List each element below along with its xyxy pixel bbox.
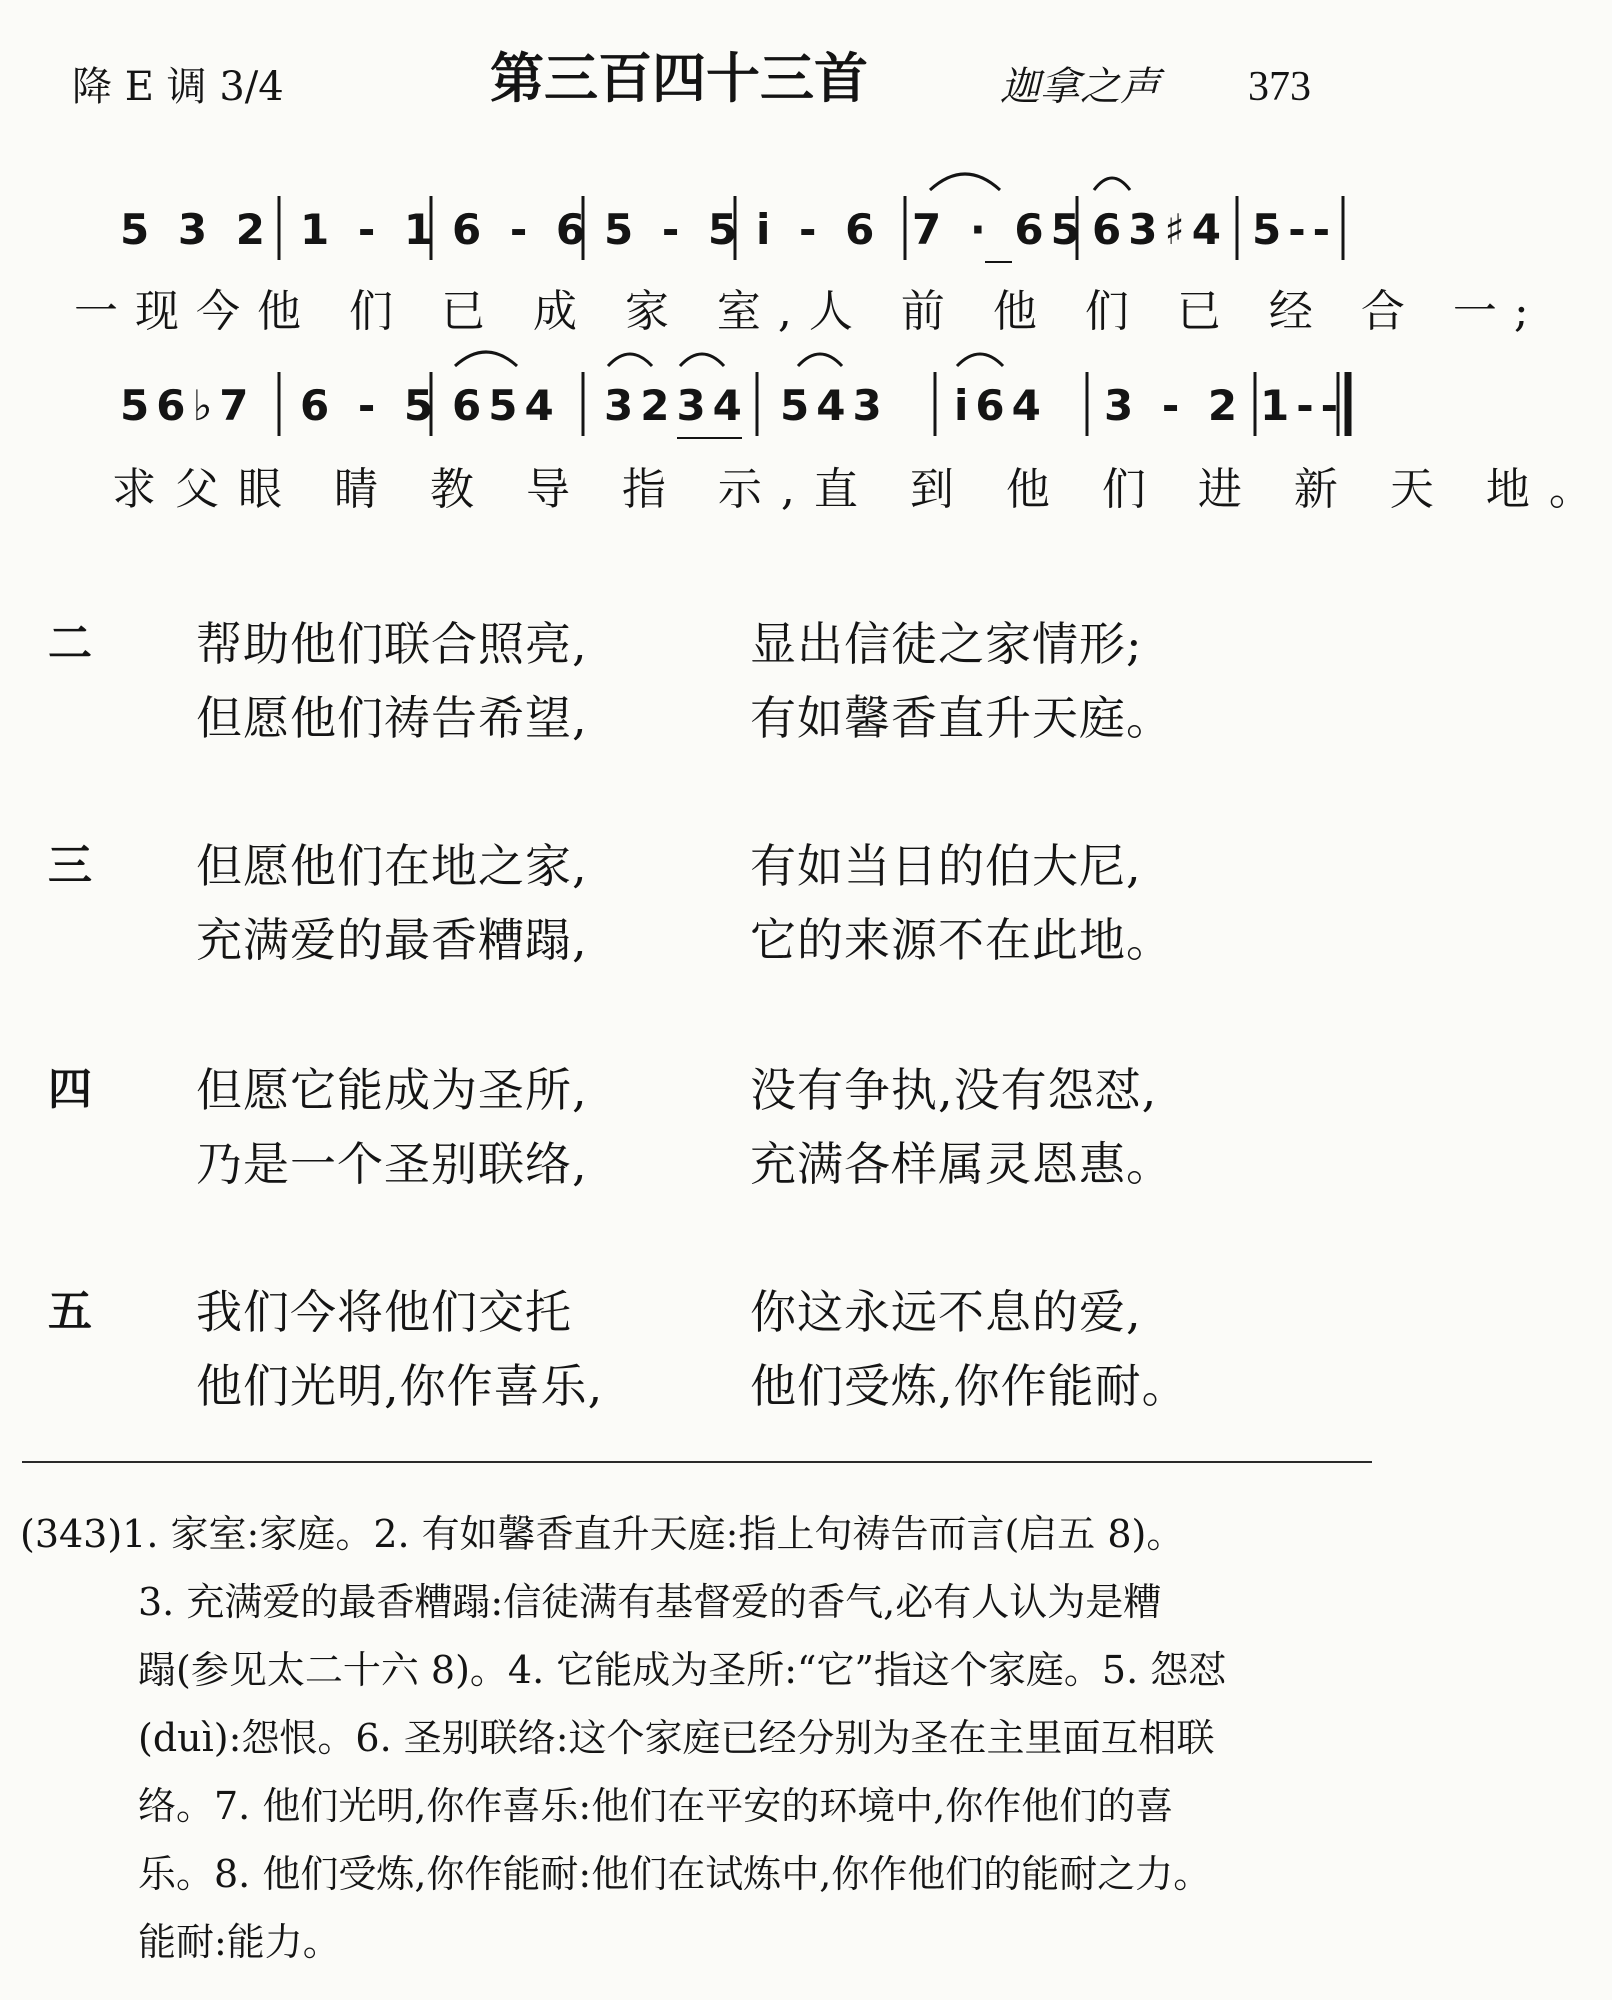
footnote-line: 乐。8. 他们受炼,你作能耐:他们在试炼中,你作他们的能耐之力。: [138, 1852, 1212, 1896]
page-title: 第三百四十三首: [490, 47, 868, 110]
footnote-line: 能耐:能力。: [138, 1920, 341, 1964]
verse-number: 二: [48, 618, 92, 669]
slur: [680, 354, 724, 366]
verse-line: 他们受炼,你作能耐。: [750, 1359, 1189, 1413]
measure: 1 - 1: [300, 205, 441, 254]
measure: 5 3 2: [120, 205, 272, 254]
measure: i - 6: [756, 205, 882, 254]
verse-line: 乃是一个圣别联络,: [196, 1137, 588, 1191]
measure: 7 · 65: [912, 205, 1087, 254]
measure: 5 - 5: [604, 205, 745, 254]
verse-line: 帮助他们联合照亮,: [196, 617, 588, 671]
verse-line: 他们光明,你作喜乐,: [196, 1359, 604, 1413]
verse-line: 有如馨香直升天庭。: [750, 691, 1173, 745]
verse-line: 你这永远不息的爱,: [750, 1285, 1142, 1339]
verse-line: 没有争执,没有怨怼,: [750, 1063, 1158, 1117]
verse-number: 四: [48, 1064, 92, 1115]
verse-5: [0, 1280, 1400, 1440]
footnote-line: 3. 充满爱的最香糟蹋:信徒满有基督爱的香气,必有人认为是糟: [138, 1580, 1162, 1624]
measure: 6 - 5: [300, 381, 441, 430]
measure: 3234: [604, 381, 749, 430]
measure: i64: [954, 381, 1048, 430]
verse-number: 五: [48, 1286, 92, 1337]
measure: 543: [780, 381, 889, 430]
notation-line-1: [120, 200, 1350, 260]
verse-4: [0, 1058, 1400, 1218]
lyric-line-1: 一现今他 们 已 成 家 室,人 前 他 们 已 经 合 一;: [74, 286, 1546, 337]
verse-line: 有如当日的伯大尼,: [750, 839, 1142, 893]
slur: [1094, 178, 1130, 190]
score-barlines-and-slurs: [0, 0, 1400, 540]
verse-line: 但愿他们祷告希望,: [196, 691, 588, 745]
verse-line: 但愿它能成为圣所,: [196, 1063, 588, 1117]
measure: 63♯4: [1092, 205, 1228, 254]
slur: [957, 354, 1003, 366]
measure: 5--: [1252, 205, 1338, 254]
numbered-notation-score: [0, 0, 1612, 540]
measure: 6 - 6: [452, 205, 593, 254]
verse-line: 它的来源不在此地。: [750, 913, 1173, 967]
slur: [930, 174, 1000, 190]
measure: 1--: [1260, 381, 1346, 430]
slur: [455, 352, 517, 366]
notation-line-2: [120, 376, 1350, 436]
measure: 654: [452, 381, 561, 430]
verse-line: 充满各样属灵恩惠。: [750, 1137, 1173, 1191]
footnote-line: (343)1. 家室:家庭。2. 有如馨香直升天庭:指上句祷告而言(启五 8)。: [20, 1512, 1185, 1556]
verse-3: [0, 834, 1400, 994]
footnotes: [20, 1500, 1380, 1976]
measure: 56♭7: [120, 381, 256, 430]
key-signature: 降 E 调 3/4: [72, 64, 284, 110]
verse-line: 充满爱的最香糟蹋,: [196, 913, 588, 967]
verse-number: 三: [48, 840, 92, 891]
measure: 3 - 2: [1104, 381, 1245, 430]
lyric-line-2: 求父眼 睛 教 导 指 示,直 到 他 们 进 新 天 地。: [112, 464, 1612, 515]
footnote-line: 络。7. 他们光明,你作喜乐:他们在平安的环境中,你作他们的喜: [138, 1784, 1174, 1828]
slur: [798, 354, 842, 366]
page-number: 373: [1248, 64, 1311, 110]
footnote-divider: [22, 1461, 1372, 1463]
verse-2: [0, 612, 1400, 772]
hymn-source: 迦拿之声: [1000, 64, 1160, 110]
slur: [608, 354, 652, 366]
verse-line: 我们今将他们交托: [196, 1285, 572, 1339]
footnote-line: (duì):怨恨。6. 圣别联络:这个家庭已经分别为圣在主里面互相联: [138, 1716, 1215, 1760]
footnote-line: 蹋(参见太二十六 8)。4. 它能成为圣所:“它”指这个家庭。5. 怨怼: [138, 1648, 1227, 1692]
verse-line: 显出信徒之家情形;: [750, 617, 1143, 671]
verse-line: 但愿他们在地之家,: [196, 839, 588, 893]
